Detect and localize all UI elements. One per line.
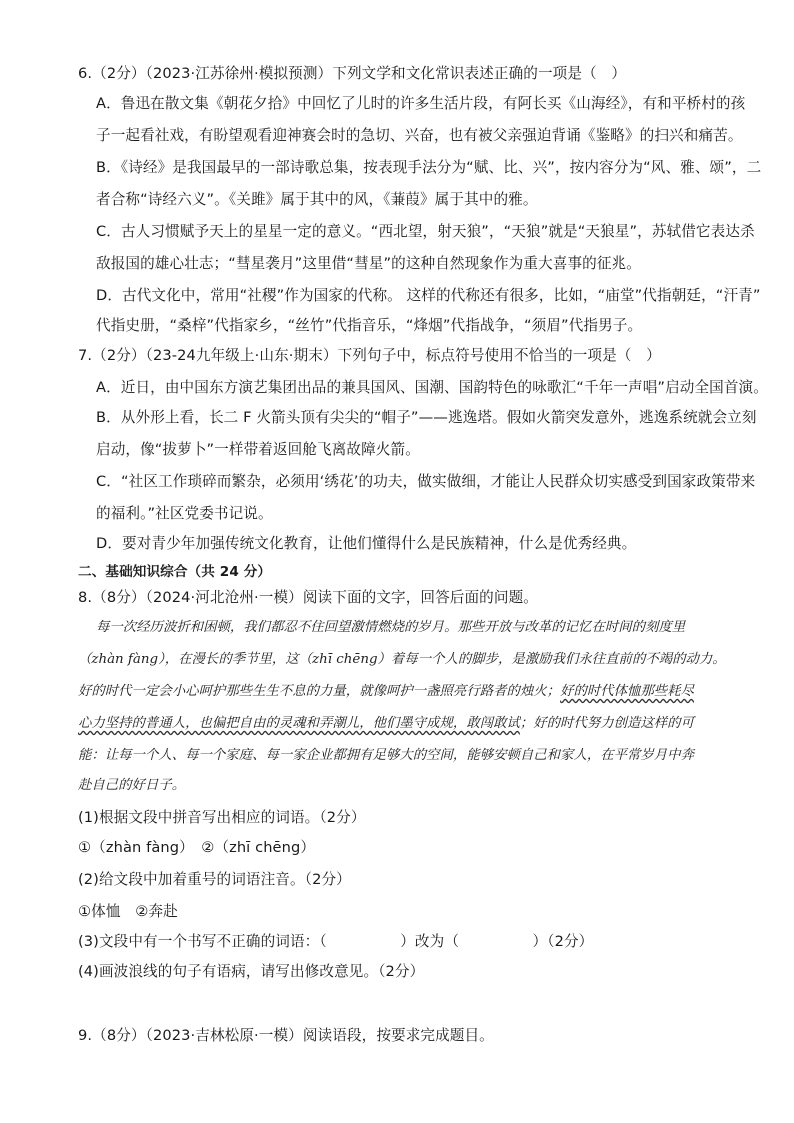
q6-option-a-line1: A．鲁迅在散文集《朝花夕拾》中回忆了儿时的许多生活片段，有阿长买《山海经》，有和平桥村的孩 [96,95,746,112]
q7-option-c-line1: C．“社区工作琐碎而繁杂，必须用‘绣花’的功夫，做实做细，才能让人民群众切实感受到国家政策带来 [96,473,756,490]
q6-option-c-line1: C．古人习惯赋予天上的星星一定的意义。“西北望，射天狼”，“天狼”就是“天狼星”，苏轼借它表达杀 [96,223,755,240]
passage-line-2: （zhàn fàng），在漫长的季节里，这（zhī chēng）着每一个人的脚步，是激励我们永往直前的不竭的动力。 [78,652,726,667]
q8-sub1-answer: ①（zhàn fàng） ②（zhī chēng） [78,839,316,856]
passage-line-4b: ；好的时代努力创造这样的可 [519,716,694,731]
q6-stem: 6.（2分）（2023·江苏徐州·模拟预测）下列文学和文化常识表述正确的一项是（ ） [78,65,627,82]
q9-stem: 9.（8分）（2023·吉林松原·一模）阅读语段，按要求完成题目。 [78,1027,494,1044]
q7-option-d: D．要对青少年加强传统文化教育，让他们懂得什么是民族精神，什么是优秀经典。 [96,535,637,552]
passage-line-4 [78,714,694,734]
q6-option-c-line2: 敌报国的雄心壮志；“彗星袭月”这里借“彗星”的这种自然现象作为重大喜事的征兆。 [96,255,641,272]
q6-option-b-line1: B．《诗经》是我国最早的一部诗歌总集，按表现手法分为“赋、比、兴”，按内容分为“风、雅、颂”，二 [96,159,762,176]
q8-sub2: (2)给文段中加着重号的词语注音。（2分） [78,871,351,888]
passage-line-3a: 好的时代一定会小心呵护那些生生不息的力量，就像呵护一盏照亮行路者的烛火； [78,684,561,699]
passage-line-1: 每一次经历波折和困顿，我们都忍不住回望激情燃烧的岁月。那些开放与改革的记忆在时间的刻度里 [96,620,686,635]
wavy-sentence-part2: 心力坚持的普通人，也偏把自由的灵魂和弄潮儿，他们墨守成规，敢闯敢试 [78,716,520,731]
passage-line-6: 赴自己的好日子。 [78,778,186,793]
q6-option-d-line2: 代指史册，“桑梓”代指家乡，“丝竹”代指音乐，“烽烟”代指战争，“须眉”代指男子。 [96,317,643,334]
q8-sub3: (3)文段中有一个书写不正确的词语：（ ）改为（ ）（2分） [78,933,594,950]
wavy-sentence-part1: 好的时代体恤那些耗尽 [560,684,694,699]
q6-option-d-line1: D．古代文化中，常用“社稷”作为国家的代称。 这样的代称还有很多，比如，“庙堂”代指朝廷，“汗青” [96,287,761,304]
q8-sub1: (1)根据文段中拼音写出相应的词语。（2分） [78,809,366,826]
q7-option-c-line2: 的福利。”社区党委书记说。 [96,505,273,522]
q6-option-b-line2: 者合称“诗经六义”。《关雎》属于其中的风，《蒹葭》属于其中的雅。 [96,191,538,208]
section-heading: 二、基础知识综合（共 24 分） [78,564,272,580]
q7-option-b-line1: B．从外形上看，长二 F 火箭头顶有尖尖的“帽子”——逃逸塔。假如火箭突发意外，逃逸系统就会立刻 [96,409,757,426]
q8-stem: 8.（8分）（2024·河北沧州·一模）阅读下面的文字，回答后面的问题。 [78,589,538,606]
q7-option-a: A．近日，由中国东方演艺集团出品的兼具国风、国潮、国韵特色的咏歌汇“千年一声唱”启动全国首演。 [96,379,768,396]
passage-line-5: 能：让每一个人、每一个家庭、每一家企业都拥有足够大的空间，能够安顿自己和家人，在平常岁月中奔 [78,748,694,763]
q7-stem: 7.（2分）（23-24九年级上·山东·期末）下列句子中，标点符号使用不恰当的一项是（ ） [78,347,661,364]
q8-sub2-answer: ①体恤 ②奔赴 [78,903,178,920]
passage-line-3 [78,682,694,702]
q8-sub4: (4)画波浪线的句子有语病，请写出修改意见。（2分） [78,963,425,980]
q6-option-a-line2: 子一起看社戏，有盼望观看迎神赛会时的急切、兴奋，也有被父亲强迫背诵《鉴略》的扫兴和痛苦。 [96,127,743,144]
q7-option-b-line2: 启动，像“拔萝卜”一样带着返回舱飞离故障火箭。 [96,441,420,458]
